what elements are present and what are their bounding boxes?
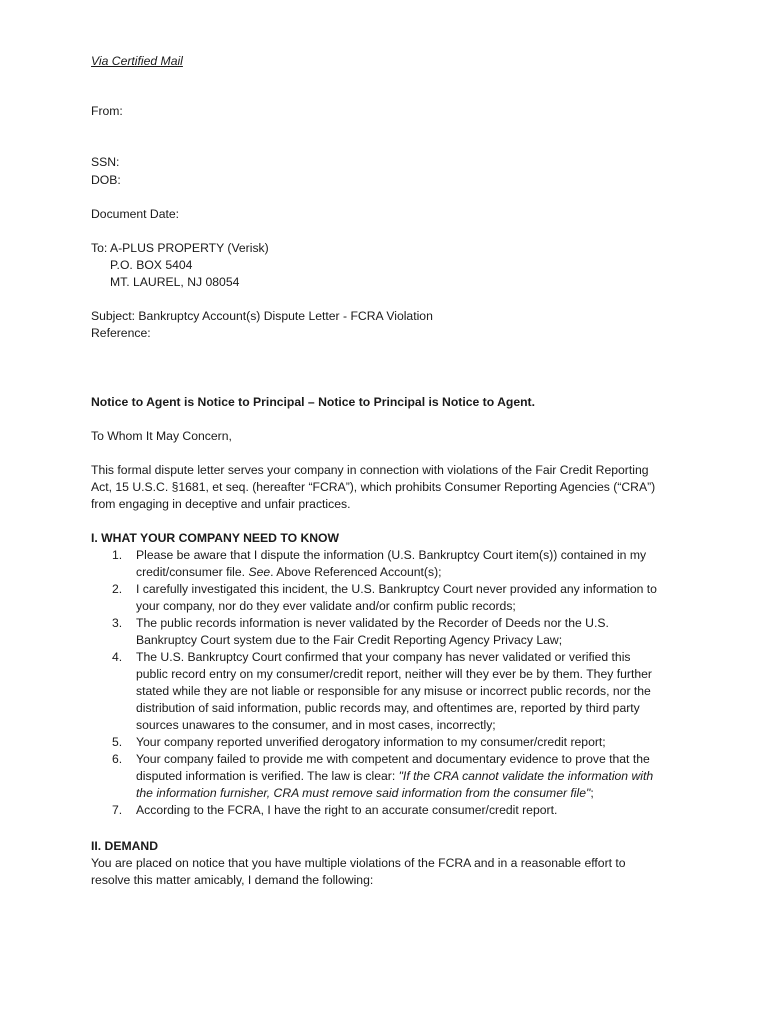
subject-line: Subject: Bankruptcy Account(s) Dispute Letter - FCRA Violation: [91, 309, 433, 323]
ssn-label: SSN:: [91, 155, 120, 169]
section-1-list: [91, 547, 686, 819]
dob-label: DOB:: [91, 173, 121, 187]
from-label: From:: [91, 104, 123, 118]
section-2-title: II. DEMAND: [91, 839, 159, 853]
section-1: [91, 530, 686, 819]
recipient-block: [91, 240, 686, 291]
reference-line: Reference:: [91, 326, 151, 340]
recipient-address2: MT. LAUREL, NJ 08054: [110, 275, 240, 289]
recipient-name: A-PLUS PROPERTY (Verisk): [109, 241, 269, 255]
list-item: 7. According to the FCRA, I have the right to an accurate consumer/credit report.: [112, 803, 558, 817]
list-item: 5. Your company reported unverified derogatory information to my consumer/credit report;: [112, 735, 606, 749]
subject-block: [91, 308, 686, 342]
list-item: 4. The U.S. Bankruptcy Court confirmed that your company has never validated or verified this public record entry on my consumer/credit report, neither will they ever be by them. They further stated while they are not liable or responsible for any misuse or incorrect public records, nor the distribution of said information, public records may, and oftentimes are, reported by third party sources unawares to the consumer, and in most cases, incorrectly;: [112, 650, 652, 732]
list-item: 3. The public records information is never validated by the Recorder of Deeds nor the U.S. Bankruptcy Court system due to the Fair Credit Reporting Agency Privacy Law;: [112, 616, 609, 647]
list-item: 1. Please be aware that I dispute the information (U.S. Bankruptcy Court item(s)) contained in my credit/consumer file. See. Above Referenced Account(s);: [112, 548, 647, 579]
notice-line: Notice to Agent is Notice to Principal – Notice to Principal is Notice to Agent.: [91, 395, 535, 409]
list-item: 2. I carefully investigated this incident, the U.S. Bankruptcy Court never provided any information to your company, nor do they ever validate and/or confirm public records;: [112, 582, 657, 613]
section-2: II. DEMAND You are placed on notice that you have multiple violations of the FCRA and in a reasonable effort to resolve this matter amicably, I demand the following:: [91, 838, 686, 889]
section-1-title: I. WHAT YOUR COMPANY NEED TO KNOW: [91, 531, 340, 545]
salutation: To Whom It May Concern,: [91, 429, 232, 443]
document-date-label: Document Date:: [91, 207, 180, 221]
list-item: 6. Your company failed to provide me with competent and documentary evidence to prove that the disputed information is verified. The law is clear: "If the CRA cannot validate the information with the information furnisher, CRA must remove said information from the consumer file";: [112, 752, 654, 800]
recipient-name-line: To: A-PLUS PROPERTY (Verisk): [91, 241, 269, 255]
recipient-address1: P.O. BOX 5404: [110, 258, 193, 272]
via-certified-mail: Via Certified Mail: [91, 54, 183, 68]
intro-paragraph: This formal dispute letter serves your company in connection with violations of the Fair Credit Reporting Act, 15 U.S.C. §1681, et seq. (hereafter “FCRA”), which prohibits Consumer Reporting Agencies (“CRA”) from engaging in deceptive and unfair practices.: [91, 463, 656, 511]
